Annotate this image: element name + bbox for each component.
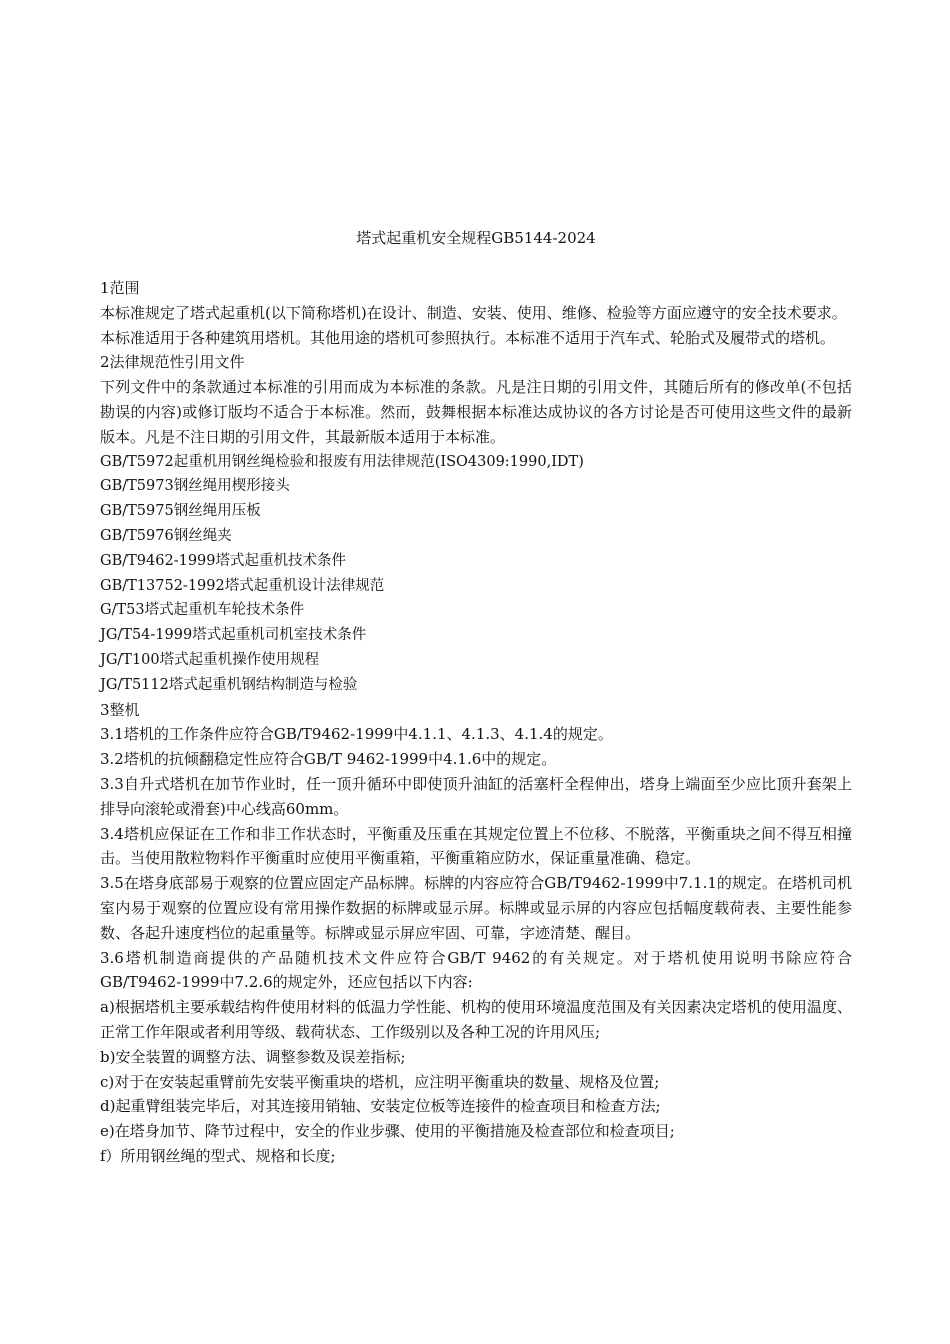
reference-item: GB/T5973钢丝绳用楔形接头 (100, 478, 290, 495)
paragraph: 3.2塔机的抗倾翻稳定性应符合GB/T 9462-1999中4.1.6中的规定。 (100, 750, 557, 769)
document-page (100, 226, 852, 1169)
paragraph: e)在塔身加节、降节过程中，安全的作业步骤、使用的平衡措施及检查部位和检查项目; (100, 1122, 675, 1141)
reference-item: GB/T5975钢丝绳用压板 (100, 503, 261, 520)
paragraph: 下列文件中的条款通过本标准的引用而成为本标准的条款。凡是注日期的引用文件，其随后所有的修改单(不包括勘误的内容)或修订版均不适合于本标准。然而，鼓舞根据本标准达成协议的各方讨论是否可使用这些文件的最新版本。凡是不注日期的引用文件，其最新版本适用于本标准。 (100, 378, 852, 446)
reference-item: JG/T100塔式起重机操作使用规程 (100, 651, 320, 668)
paragraph: 3.4塔机应保证在工作和非工作状态时，平衡重及压重在其规定位置上不位移、不脱落，平衡重块之间不得互相撞击。当使用散粒物料作平衡重时应使用平衡重箱，平衡重箱应防水，保证重量准确、稳定。 (100, 824, 852, 868)
paragraph: 本标准规定了塔式起重机(以下简称塔机)在设计、制造、安装、使用、维修、检验等方面应遵守的安全技术要求。 (100, 303, 847, 322)
reference-item: GB/T5972起重机用钢丝绳检验和报废有用法律规范(ISO4309:1990,IDT) (100, 453, 584, 470)
reference-item: GB/T5976钢丝绳夹 (100, 527, 232, 544)
paragraph: b)安全装置的调整方法、调整参数及误差指标; (100, 1047, 406, 1066)
paragraph: 3.5在塔身底部易于观察的位置应固定产品标牌。标牌的内容应符合GB/T9462-1999中7.1.1的规定。在塔机司机室内易于观察的位置应设有常用操作数据的标牌或显示屏。标牌或显示屏的内容应包括幅度载荷表、主要性能参数、各起升速度档位的起重量等。标牌或显示屏应牢固、可靠，字迹清楚、醒目。 (100, 874, 852, 942)
paragraph: 3.3自升式塔机在加节作业时，任一顶升循环中即使顶升油缸的活塞杆全程伸出，塔身上端面至少应比顶升套架上排导向滚轮或滑套)中心线高60mm。 (100, 774, 852, 818)
reference-item: G/T53塔式起重机车轮技术条件 (100, 602, 305, 619)
reference-item: JG/T54-1999塔式起重机司机室技术条件 (100, 627, 367, 644)
paragraph: c)对于在安装起重臂前先安装平衡重块的塔机，应注明平衡重块的数量、规格及位置; (100, 1072, 660, 1091)
reference-item: GB/T9462-1999塔式起重机技术条件 (100, 552, 346, 569)
section-heading: 3整机 (100, 700, 140, 719)
reference-item: GB/T13752-1992塔式起重机设计法律规范 (100, 577, 385, 594)
paragraph: f）所用钢丝绳的型式、规格和长度; (100, 1146, 336, 1165)
reference-item: JG/T5112塔式起重机钢结构制造与检验 (100, 676, 358, 693)
document-title: 塔式起重机安全规程GB5144-2024 (356, 229, 596, 247)
section-heading: 1范围 (100, 279, 140, 297)
paragraph: 本标准适用于各种建筑用塔机。其他用途的塔机可参照执行。本标准不适用于汽车式、轮胎式及履带式的塔机。 (100, 328, 836, 347)
paragraph: 3.1塔机的工作条件应符合GB/T9462-1999中4.1.1、4.1.3、4.1.4的规定。 (100, 725, 613, 744)
paragraph: d)起重臂组装完毕后，对其连接用销轴、安装定位板等连接件的检查项目和检查方法; (100, 1097, 661, 1116)
paragraph: 3.6塔机制造商提供的产品随机技术文件应符合GB/T 9462的有关规定。对于塔机使用说明书除应符合GB/T9462-1999中7.2.6的规定外，还应包括以下内容: (100, 948, 852, 992)
paragraph: a)根据塔机主要承载结构件使用材料的低温力学性能、机构的使用环境温度范围及有关因素决定塔机的使用温度、正常工作年限或者利用等级、载荷状态、工作级别以及各种工况的许用风压; (100, 998, 852, 1041)
document-body (100, 276, 852, 1169)
section-heading: 2法律规范性引用文件 (100, 353, 245, 372)
